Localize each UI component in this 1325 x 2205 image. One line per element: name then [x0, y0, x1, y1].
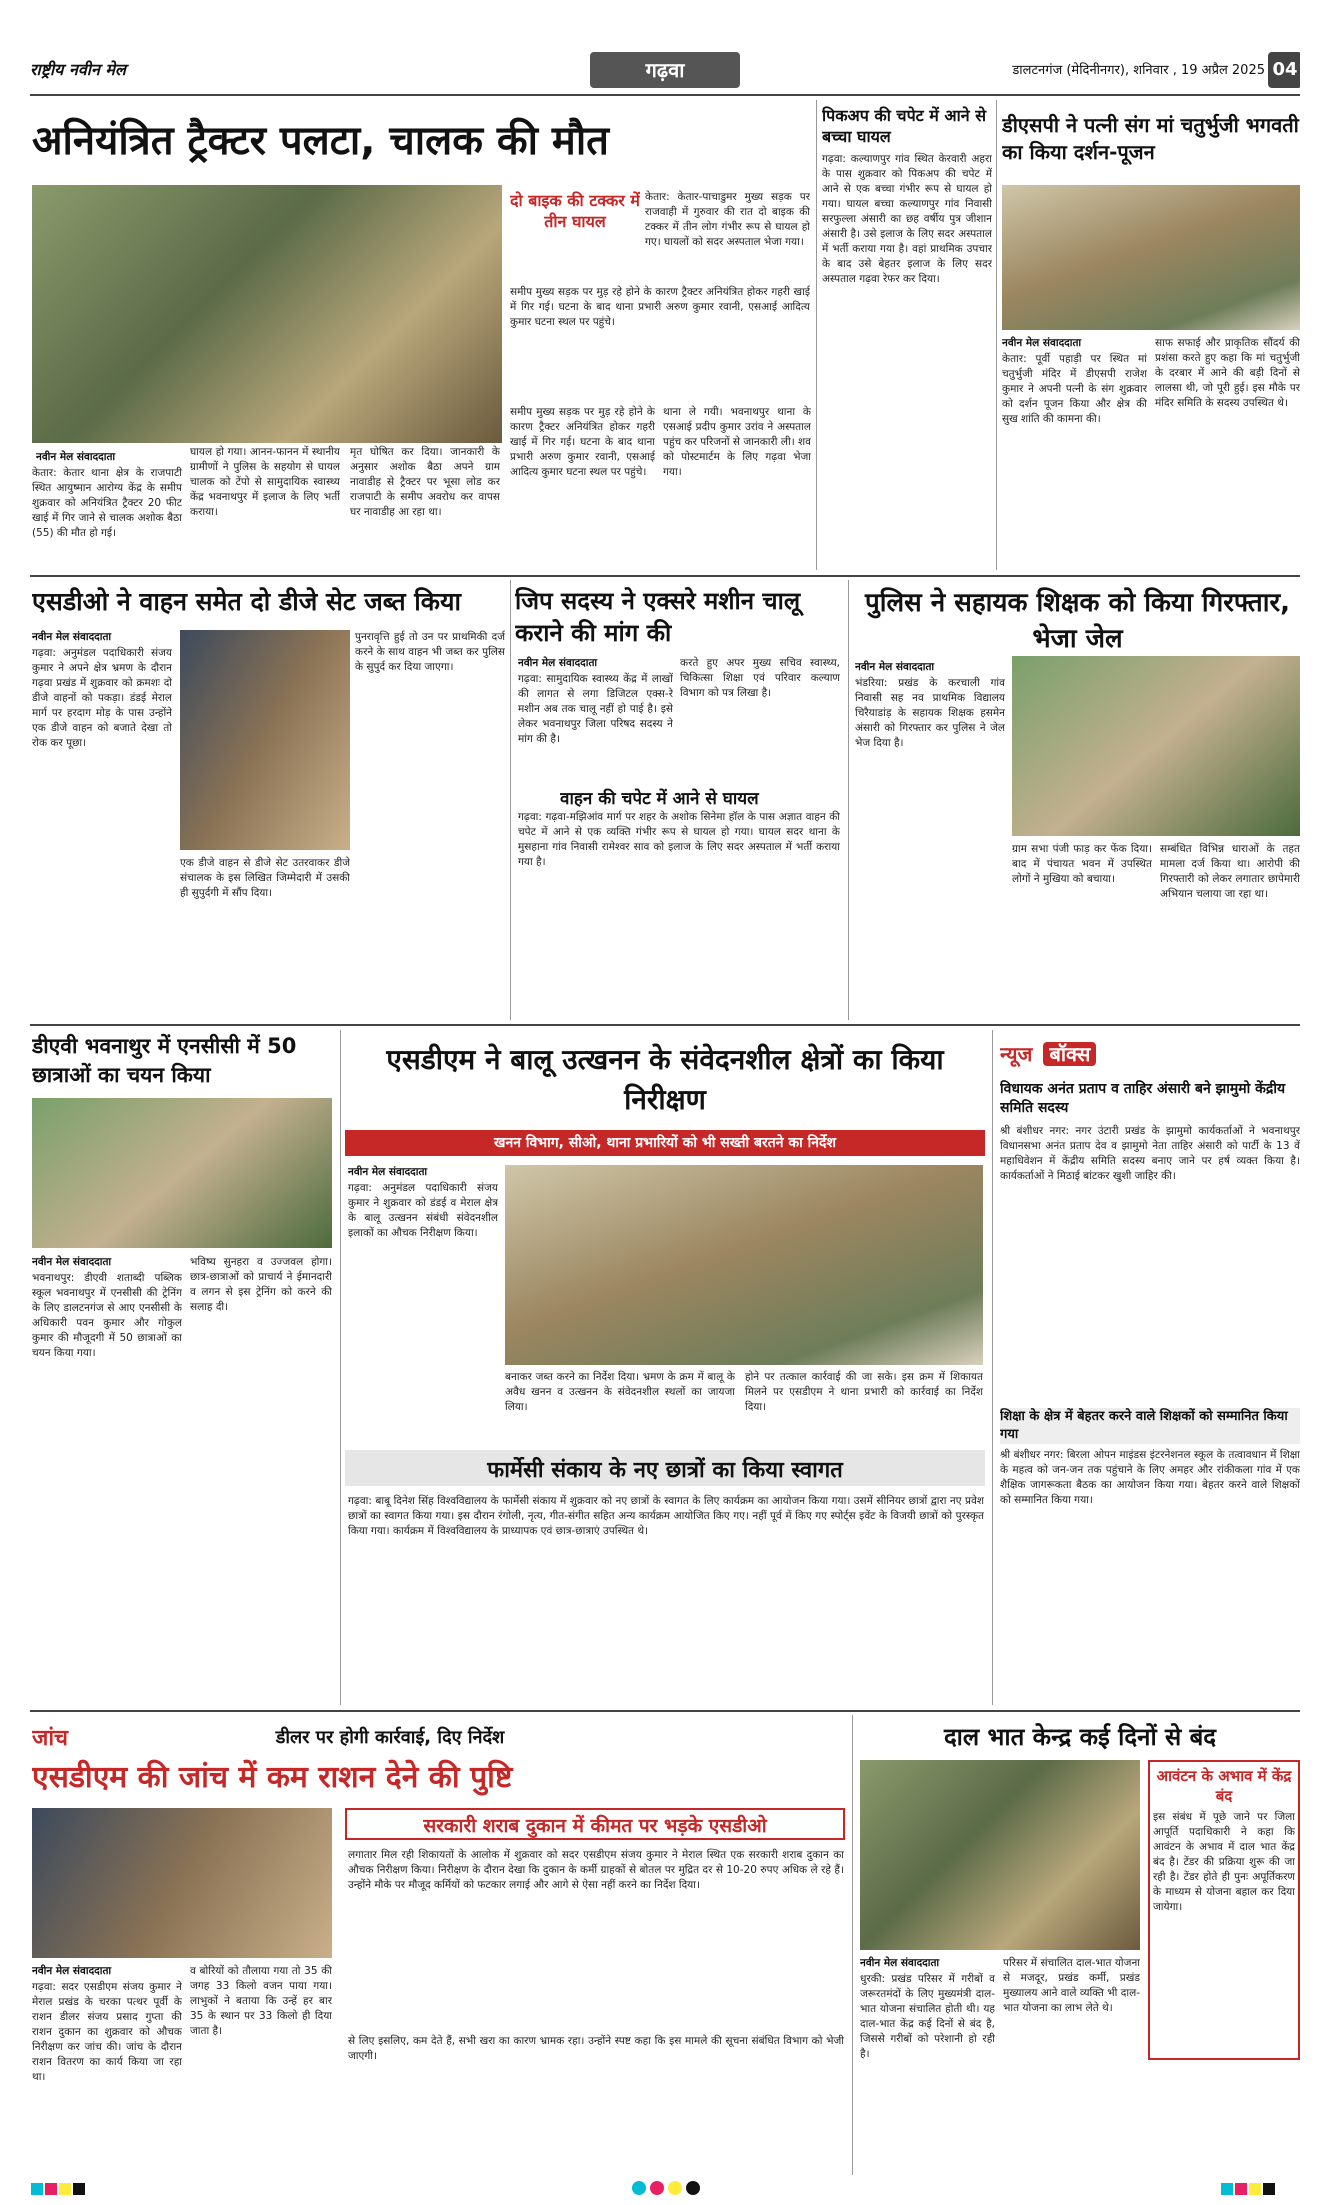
a14-byline: नवीन मेल संवाददाता — [860, 1957, 940, 1969]
headline-teachers-honoured: शिक्षा के क्षेत्र में बेहतर करने वाले शिक्षकों को सम्मानित किया गया — [1000, 1408, 1300, 1444]
photo-dsp-worship — [1002, 185, 1300, 330]
a12-col2: व बोरियों को तौलाया गया तो 35 की जगह 33 किलो वजन पाया गया। लाभुकों ने बताया कि उन्हें हर बार 35 के स्थान पर 33 किलो ही दिया जाता है। — [190, 1965, 332, 2037]
a1-col3: मृत घोषित कर दिया। जानकारी के अनुसार अशोक बैठा अपने ग्राम नावाडीह से ट्रैक्टर पर भूसा लोड कर राजपाटी के समीप अवरोध कर वापस घर नावाडीह आ रहा था। — [350, 446, 500, 518]
deck-dealer: डीलर पर होगी कार्रवाई, दिए निर्देश — [275, 1727, 505, 1748]
a5-col1: गढ़वा: सामुदायिक स्वास्थ्य केंद्र में लाखों की लागत से लगा डिजिटल एक्स-रे मशीन अब तक चालू नहीं हो पाई है। इसे लेकर भवनाथपुर जिला परिषद सदस्य ने मांग की है। — [518, 673, 673, 745]
a5-col2: करते हुए अपर मुख्य सचिव स्वास्थ्य, चिकित्सा शिक्षा एवं परिवार कल्याण विभाग को पत्र लिखा है। — [680, 657, 840, 699]
print-registration-bar — [30, 2180, 1300, 2200]
a1-col2: घायल हो गया। आनन-फानन में स्थानीय ग्रामीणों ने पुलिस के सहयोग से घायल चालक को टेंपो से सामुदायिक स्वास्थ्य केंद्र भवनाथपुर में इलाज के लिए भर्ती कराया। — [190, 446, 340, 518]
a11-text2: श्री बंशीधर नगर: बिरला ओपन माइंडस इंटरनेशनल स्कूल के तत्वावधान में शिक्षा के महत्व को जन-जन तक पहुंचाने के लिए अमहर और रांकीकला गांव में एक शैक्षिक जागरूकता बैठक का आयोजन किया गया। बेहतर करने वाले शिक्षकों को सम्मानित किया गया। — [1000, 1449, 1300, 1506]
masthead-rule — [30, 94, 1300, 96]
a8-byline: नवीन मेल संवाददाता — [32, 1256, 112, 1268]
a3-col2: साफ सफाई और प्राकृतिक सौंदर्य की प्रशंसा करते हुए कहा कि मां चतुर्भुजी के दरबार में आने की बड़ी दिनों से लालसा थी, जो पूरी हुई। इस मौके पर मंदिर समिति के सदस्य उपस्थित थे। — [1155, 337, 1300, 409]
a2-text: गढ़वा: कल्याणपुर गांव स्थित केरवारी अहरा के पास शुक्रवार को पिकअप की चपेट में आने से एक बच्चा गंभीर रूप से घायल हो गया। घायल बच्चा कल्याणपुर गांव निवासी सरफुल्ला अंसारी का छह वर्षीय पुत्र जीशान अंसारी है। उसे इलाज के लिए सदर अस्पताल में भर्ती कराया गया है। वहां प्राथमिक उपचार के बाद उसे बेहतर इलाज के लिए सदर अस्पताल गढ़वा रेफर कर दिया। — [822, 153, 992, 285]
photo-arrested-teacher — [1012, 656, 1300, 836]
a13-text: लगातार मिल रही शिकायतों के आलोक में शुक्रवार को सदर एसडीएम संजय कुमार ने मेराल स्थित एक सरकारी शराब दुकान का औचक निरीक्षण किया। निरीक्षण के दौरान देखा कि दुकान के कर्मी ग्राहकों से बोतल पर मुद्रित दर से 10-20 रुपए अधिक ले रहे हैं। उन्होंने मौके पर मौजूद कर्मियों को फटकार लगाई और आगे से ऐसा नहीं करने का निर्देश दिया। — [348, 1849, 844, 1891]
a4-col2: एक डीजे वाहन से डीजे सेट उतरवाकर डीजे संचालक के इस लिखित जिम्मेदारी में उसकी ही सुपुर्दगी में सौंप दिया। — [180, 857, 350, 899]
headline-ncc: डीएवी भवनाथुर में एनसीसी में 50 छात्राओं का चयन किया — [32, 1034, 297, 1087]
col-rule — [340, 1030, 341, 1705]
headline-teacher-arrest: पुलिस ने सहायक शिक्षक को किया गिरफ्तार, भेजा जेल — [865, 588, 1290, 654]
a6-text: गढ़वा: गढ़वा-मझिआंव मार्ग पर शहर के अशोक सिनेमा हॉल के पास अज्ञात वाहन की चपेट में आने से एक व्यक्ति गंभीर रूप से घायल हो गया। घायल सदर थाना के मुसहाना गांव निवासी रामेश्वर साव को इलाज के लिए सदर अस्पताल में भर्ती कराया गया है। — [518, 811, 840, 868]
headline-allocation: आवंटन के अभाव में केंद्र बंद — [1156, 1767, 1292, 1805]
col-rule — [816, 100, 817, 570]
rule-row3 — [30, 1710, 1300, 1712]
headline-liquor-shop: सरकारी शराब दुकान में कीमत पर भड़के एसडीओ — [423, 1815, 767, 1837]
a14-side-text: इस संबंध में पूछे जाने पर जिला आपूर्ति पदाधिकारी ने कहा कि आवंटन के अभाव में दाल भात केंद्र बंद है। टेंडर की प्रक्रिया शुरू की जा रही है। टेंडर होते ही पुनः अपूर्तिकरण के माध्यम से योजना बहाल कर दिया जायेगा। — [1153, 1811, 1295, 1913]
a4-col3: पुनरावृत्ति हुई तो उन पर प्राथमिकी दर्ज करने के साथ वाहन भी जब्त कर पुलिस के सुपुर्द कर दिया जाएगा। — [355, 631, 505, 673]
a1-col1: केतार: केतार थाना क्षेत्र के राजपाटी स्थित आयुष्मान आरोग्य केंद्र के समीप शुक्रवार को अनियंत्रित ट्रैक्टर 20 फीट खाई में गिर जाने से चालक अशोक बैठा (55) की मौत हो गई। — [32, 467, 182, 539]
a8-col2: भविष्य सुनहरा व उज्जवल होगा। छात्र-छात्राओं को प्राचार्य ने ईमानदारी व लगन से इस ट्रेनिंग को करने की सलाह दी। — [190, 1256, 332, 1313]
a7-col2: ग्राम सभा पंजी फाड़ कर फेंक दिया। बाद में पंचायत भवन में उपस्थित लोगों ने मुखिया को बचाया। — [1012, 843, 1152, 885]
paper-name: राष्ट्रीय नवीन मेल — [30, 60, 126, 79]
rule-row2 — [30, 1024, 1300, 1026]
a12-byline: नवीन मेल संवाददाता — [32, 1965, 112, 1977]
a8-col1: भवनाथपुर: डीएवी शताब्दी पब्लिक स्कूल भवनाथपुर में एनसीसी की ट्रेनिंग के लिए डालटनगंज से आए एनसीसी के अधिकारी पवन कुमार और गोकुल कुमार की मौजूदगी में 50 छात्राओं का चयन किया गया। — [32, 1272, 182, 1359]
col-rule — [852, 1715, 853, 2175]
col-rule — [510, 580, 511, 1020]
photo-ncc-students — [32, 1098, 332, 1248]
headline-pharmacy: फार्मेसी संकाय के नए छात्रों का किया स्वागत — [487, 1458, 843, 1483]
a14-col1: धुरकी: प्रखंड परिसर में गरीबों व जरूरतमंदों के लिए मुख्यमंत्री दाल-भात योजना संचालित होती थी। यह दाल-भात केंद्र कई दिनों से बंद है, जिससे गरीबों को परेशानी हो रही है। — [860, 1973, 995, 2060]
box-bike-collision — [510, 190, 640, 270]
kicker-investigation: जांच — [32, 1726, 68, 1751]
page-number: 04 — [1268, 52, 1300, 88]
col-rule — [992, 1030, 993, 1705]
a9-col3: होने पर तत्काल कार्रवाई की जा सके। इस क्रम में शिकायत मिलने पर एसडीएम ने थाना प्रभारी को कार्रवाई का निर्देश दिया। — [745, 1371, 983, 1413]
photo-tractor-accident — [32, 185, 502, 443]
news-box-tag — [1000, 1040, 1300, 1070]
headline-xray: जिप सदस्य ने एक्सरे मशीन चालू कराने की मांग की — [515, 587, 801, 647]
photo-dj-vehicle — [180, 630, 350, 850]
a10-text: गढ़वा: बाबू दिनेश सिंह विश्वविद्यालय के फार्मेसी संकाय में शुक्रवार को नए छात्रों के स्वागत के लिए कार्यक्रम का आयोजन किया गया। उसमें सीनियर छात्रों द्वारा नए प्रवेश छात्रों का स्वागत किया गया। इस दौरान रंगोली, नृत्य, गीत-संगीत सहित अन्य कार्यक्रम आयोजित किए गए। नहीं पूर्व में किए गए स्पोर्ट्स इवेंट के विजयी छात्रों को पुरस्कृत किया गया। कार्यक्रम में विश्वविद्यालय के प्राध्यापक एवं छात्र-छात्राएं उपस्थित थे। — [348, 1495, 984, 1537]
col-rule — [996, 100, 997, 570]
col-rule — [848, 580, 849, 1020]
a7-col3: सम्बंधित विभिन्न धाराओं के तहत मामला दर्ज किया था। आरोपी की गिरफ्तारी को लेकर लगातार छापेमारी अभियान चलाया जा रहा था। — [1160, 843, 1300, 900]
photo-sdm-inspection — [505, 1165, 983, 1365]
a1-col4: समीप मुख्य सड़क पर मुड़ रहे होने के कारण ट्रैक्टर अनियंत्रित होकर गहरी खाई में गिर गई। घटना के बाद थाना प्रभारी अरुण कुमार रवानी, एसआई आदित्य कुमार घटना स्थल पर पहुंचे। — [510, 406, 655, 478]
headline-ration: एसडीएम की जांच में कम राशन देने की पुष्टि — [32, 1760, 513, 1795]
tag-box: बॉक्स — [1043, 1042, 1096, 1066]
headline-jmm: विधायक अनंत प्रताप व ताहिर अंसारी बने झामुमो केंद्रीय समिति सदस्य — [1000, 1081, 1286, 1116]
tag-news: न्यूज — [1000, 1042, 1033, 1066]
headline-dsp: डीएसपी ने पत्नी संग मां चतुर्भुजी भगवती का किया दर्शन-पूजन — [1002, 113, 1299, 164]
a9-col2: बनाकर जब्त करने का निर्देश दिया। भ्रमण के क्रम में बालू के अवैध खनन व उत्खनन के संवेदनशील स्थलों का जायजा लिया। — [505, 1371, 735, 1413]
a4-byline: नवीन मेल संवाददाता — [32, 631, 112, 643]
a1-byline: नवीन मेल संवाददाता — [36, 451, 116, 463]
headline-dj: एसडीओ ने वाहन समेत दो डीजे सेट जब्त किया — [32, 587, 461, 616]
a4-col1: गढ़वा: अनुमंडल पदाधिकारी संजय कुमार ने अपने क्षेत्र भ्रमण के दौरान गढ़वा प्रखंड में शुक्रवार को क्रमशः दो डीजे वाहनों को पकड़ा। डंडई मेराल मार्ग पर हरदाग मोड़ के पास उन्होंने एक डीजे वाहन को बजाते देखा तो रोक कर पूछा। — [32, 647, 172, 749]
a3-col1: केतार: पूर्वी पहाड़ी पर स्थित मां चतुर्भुजी मंदिर में डीएसपी राजेश कुमार ने अपनी पत्नी के संग शुक्रवार को दर्शन पूजन किया और क्षेत्र की सुख शांति की कामना की। — [1002, 353, 1147, 425]
place-date: डालटनगंज (मेदिनीनगर), शनिवार , 19 अप्रैल 2025 — [1012, 63, 1265, 78]
a9-byline: नवीन मेल संवाददाता — [348, 1166, 428, 1178]
a9-col1: गढ़वा: अनुमंडल पदाधिकारी संजय कुमार ने शुक्रवार को डंडई व मेराल क्षेत्र के बालू उत्खनन संबंधी संवेदनशील इलाकों का औचक निरीक्षण किया। — [348, 1182, 498, 1239]
a12-col1: गढ़वा: सदर एसडीएम संजय कुमार ने मेराल प्रखंड के चरका पत्थर पूर्वी के राशन डीलर संजय प्रसाद गुप्ता की राशन दुकान का शुक्रवार को औचक निरीक्षण कर जांच की। जांच के दौरान राशन वितरण का कार्य किया जा रहा था। — [32, 1981, 182, 2083]
a14-col2: परिसर में संचालित दाल-भात योजना से मजदूर, प्रखंड कर्मी, प्रखंड मुख्यालय आने वाले व्यक्ति भी दाल-भात योजना का लाभ लेते थे। — [1003, 1957, 1140, 2014]
a11-text1: श्री बंशीधर नगर: नगर उंटारी प्रखंड के झामुमो कार्यकर्ताओं ने भवनाथपुर विधानसभा अनंत प्रताप देव व झामुमो नेता ताहिर अंसारी को पार्टी के 13 वें महाधिवेशन में केंद्रीय समिति सदस्य बनाए जाने पर हर्ष व्यक्त किया है। कार्यकर्ताओं ने मिठाई बांटकर खुशी जाहिर की। — [1000, 1125, 1300, 1182]
headline-pickup: पिकअप की चपेट में आने से बच्चा घायल — [822, 106, 987, 146]
headline-vehicle-hit: वाहन की चपेट में आने से घायल — [560, 789, 759, 809]
banner-text: खनन विभाग, सीओ, थाना प्रभारियों को भी सख्ती बरतने का निर्देश — [494, 1135, 836, 1151]
a3-byline: नवीन मेल संवाददाता — [1002, 337, 1082, 349]
a13-text2: से लिए इसलिए, कम देते हैं, सभी खरा का कारण भ्रामक रहा। उन्होंने स्पष्ट कहा कि इस मामले की सूचना संबंधित विभाग को भेजी जाएगी। — [348, 2035, 844, 2062]
rule-row1 — [30, 575, 1300, 577]
a1-text-top: समीप मुख्य सड़क पर मुड़ रहे होने के कारण ट्रैक्टर अनियंत्रित होकर गहरी खाई में गिर गई। घटना के बाद थाना प्रभारी अरुण कुमार रवानी, एसआई आदित्य कुमार घटना स्थल पर पहुंचे। — [510, 286, 810, 328]
headline-dal-bhat: दाल भात केन्द्र कई दिनों से बंद — [943, 1723, 1217, 1751]
a7-col1: भंडरिया: प्रखंड के करचाली गांव निवासी सह नव प्राथमिक विद्यालय चिरैयाडांड़ के सहायक शिक्षक हसमेन अंसारी को गिरफ्तार कर पुलिस ने जेल भेज दिया है। — [855, 677, 1005, 749]
photo-ration-shop — [32, 1808, 332, 1958]
photo-dal-bhat-centre — [860, 1760, 1140, 1950]
headline-tractor: अनियंत्रित ट्रैक्टर पलटा, चालक की मौत — [32, 118, 609, 164]
masthead — [30, 50, 1300, 92]
box-headline: दो बाइक की टक्कर में तीन घायल — [510, 191, 640, 231]
a7-byline: नवीन मेल संवाददाता — [855, 661, 935, 673]
section-name: गढ़वा — [645, 58, 685, 82]
headline-sand-mining: एसडीएम ने बालू उत्खनन के संवेदनशील क्षेत्रों का किया निरीक्षण — [386, 1043, 944, 1116]
a1-col5: थाना ले गयी। भवनाथपुर थाना के एसआई प्रदीप कुमार उरांव ने अस्पताल पहुंच कर परिजनों से जानकारी ली। शव को पोस्टमार्टम के लिए गढ़वा भेजा गया। — [663, 406, 811, 478]
a5-byline: नवीन मेल संवाददाता — [518, 657, 598, 669]
box-text: केतार: केतार-पाचाडुमर मुख्य सड़क पर राजवाही में गुरुवार की रात दो बाइक की टक्कर में तीन लोग गंभीर रूप से घायल हो गए। घायलों को सदर अस्पताल भेजा गया। — [645, 191, 810, 248]
